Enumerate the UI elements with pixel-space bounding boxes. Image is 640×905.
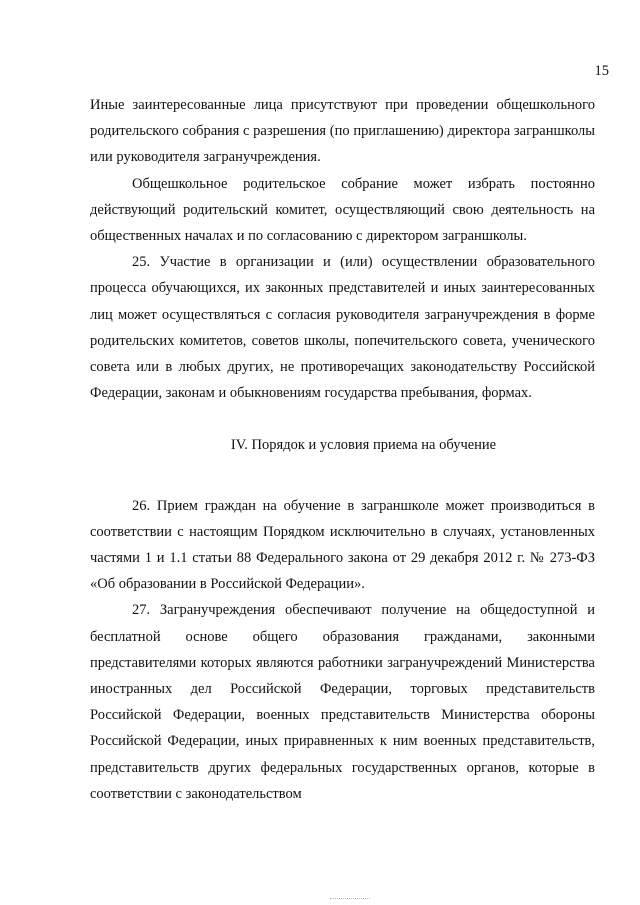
paragraph-parent-committee: Общешкольное родительское собрание может избрать постоянно действующий родительский комитет, осуществляющий свою деятельность на общественных началах и по согласованию с директором заграншколы.	[90, 175, 595, 245]
scan-artifact-mark	[330, 898, 370, 901]
section-heading: IV. Порядок и условия приема на обучение	[230, 437, 497, 454]
page-number: 15	[594, 63, 609, 79]
paragraph-item-26: 26. Прием граждан на обучение в заграншколе может производиться в соответствии с настоящим Порядком исключительно в случаях, установленных частями 1 и 1.1 статьи 88 Федерального закона от 29 декабря 2012 г. № 273-ФЗ «Об образовании в Российской Федерации».	[90, 497, 595, 593]
document-body	[90, 92, 595, 807]
paragraph-item-25: 25. Участие в организации и (или) осуществлении образовательного процесса обучающихся, их законных представителей и иных заинтересованных лиц может осуществляться с согласия руководителя загранучреждения в форме родительских комитетов, советов школы, попечительского совета, ученического совета или в любых других, не противоречащих законодательству Российской Федерации, законам и обыкновениям государства пребывания, формах.	[90, 254, 595, 402]
paragraph-other-interested-persons: Иные заинтересованные лица присутствуют при проведении общешкольного родительского собрания с разрешения (по приглашению) директора заграншколы или руководителя загранучреждения.	[90, 97, 595, 166]
paragraph-item-27: 27. Загранучреждения обеспечивают получение на общедоступной и бесплатной основе общего образования гражданами, законными представителями которых являются работники загранучреждений Министерства иностранных дел Российской Федерации, торговых представительств Российской Федерации, военных представительств Министерства обороны Российской Федерации, иных приравненных к ним военных представительств, представительств других федеральных государственных органов, которые в соответствии с законодательством	[90, 602, 595, 802]
